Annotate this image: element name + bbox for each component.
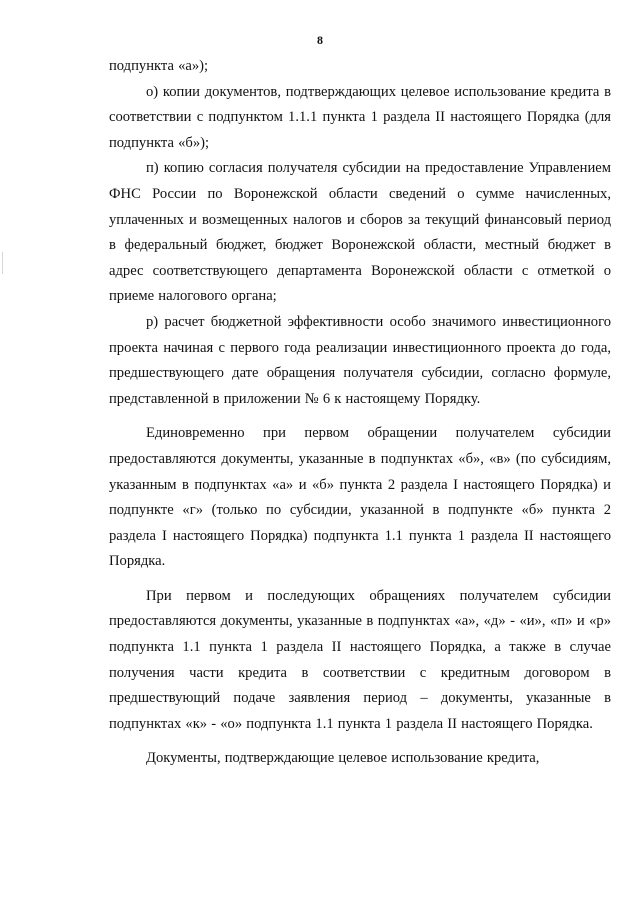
paragraph-continuation: подпункта «а»); <box>109 58 209 74</box>
scan-margin-mark <box>2 252 3 274</box>
paragraph-item-r: р) расчет бюджетной эффективности особо значимого инвестиционного проекта начиная с первого года реализации инвестиционного проекта до года, предшествующего дате обращения получателя субсидии, согласно формуле, представленной в приложении № 6 к настоящему Порядку. <box>109 313 611 407</box>
paragraph-item-o: о) копии документов, подтверждающих целевое использование кредита в соответствии с подпунктом 1.1.1 пункта 1 раздела II настоящего Порядка (для подпункта «б»); <box>109 83 611 151</box>
paragraph-credit-documents: Документы, подтверждающие целевое использование кредита, <box>146 750 540 767</box>
document-body <box>109 54 611 772</box>
paragraph-repeated-documents: При первом и последующих обращениях получателем субсидии предоставляются документы, указанные в подпунктах «а», «д» - «и», «п» и «р» подпункта 1.1 пункта 1 раздела II настоящего Порядка, а также в случае получения части кредита в соответствии с кредитным договором в предшествующий подаче заявления период – документы, указанные в подпунктах «к» - «о» подпункта 1.1 пункта 1 раздела II настоящего Порядка. <box>109 587 611 732</box>
paragraph-item-p: п) копию согласия получателя субсидии на предоставление Управлением ФНС России по Воронежской области сведений о сумме начисленных, уплаченных и возмещенных налогов и сборов за текущий финансовый период в федеральный бюджет, бюджет Воронежской области, местный бюджет в адрес соответствующего департамента Воронежской области с отметкой о приеме налогового органа; <box>109 160 611 305</box>
page-number: 8 <box>317 33 323 47</box>
paragraph-one-time-documents: Единовременно при первом обращении получателем субсидии предоставляются документы, указанные в подпунктах «б», «в» (по субсидиям, указанным в подпунктах «а» и «б» пункта 2 раздела I настоящего Порядка) и подпункте «г» (только по субсидии, указанной в подпункте «б» пункта 2 раздела I настоящего Порядка) подпункта 1.1 пункта 1 раздела II настоящего Порядка. <box>109 425 611 570</box>
